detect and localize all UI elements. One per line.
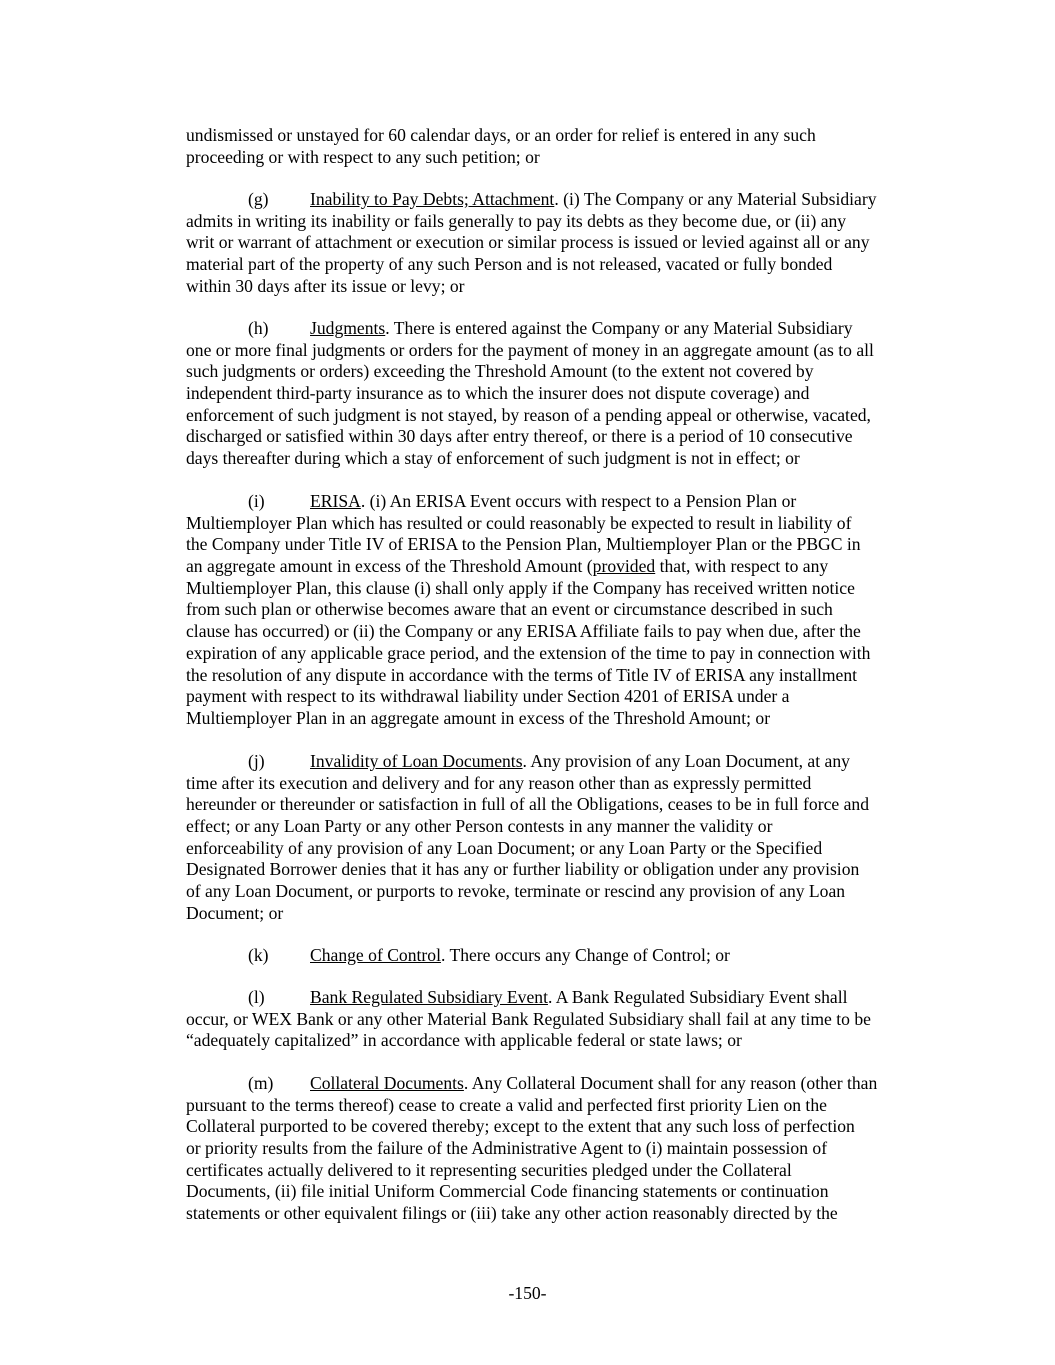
paragraph-i xyxy=(186,491,946,730)
clause-number: (m) xyxy=(248,1073,274,1093)
clause-text: . There is entered against the Company or any Material Subsidiary xyxy=(385,318,853,338)
clause-number: (h) xyxy=(248,318,269,338)
clause-text: . Any Collateral Document shall for any reason (other than xyxy=(463,1073,878,1093)
page-number: -150- xyxy=(508,1283,547,1303)
paragraph-j xyxy=(186,751,946,925)
text-line: undismissed or unstayed for 60 calendar days, or an order for relief is entered in any such xyxy=(186,125,816,145)
paragraph-l xyxy=(186,987,946,1052)
clause-text: . (i) The Company or any Material Subsidiary xyxy=(554,189,877,209)
clause-heading: Change of Control xyxy=(310,945,441,965)
text-segment: that, with respect to any xyxy=(655,556,829,577)
text-line: effect; or any Loan Party or any other Person contests in any manner the validity or xyxy=(186,816,773,837)
text-line: statements or other equivalent filings or (iii) take any other action reasonably directed by the xyxy=(186,1203,838,1224)
text-line: of any Loan Document, or purports to revoke, terminate or rescind any provision of any Loan xyxy=(186,881,846,902)
clause-heading: Bank Regulated Subsidiary Event xyxy=(310,987,548,1007)
paragraph-g xyxy=(186,189,946,297)
text-line: clause has occurred) or (ii) the Company or any ERISA Affiliate fails to pay when due, after the xyxy=(186,621,861,642)
text-line: independent third-party insurance as to which the insurer does not dispute coverage) and xyxy=(186,383,810,404)
clause-text: . (i) An ERISA Event occurs with respect to a Pension Plan or xyxy=(360,491,797,511)
text-line: Multiemployer Plan which has resulted or could reasonably be expected to result in liability of xyxy=(186,512,852,533)
text-line: within 30 days after its issue or levy; or xyxy=(186,275,465,296)
clause-heading: Inability to Pay Debts; Attachment xyxy=(310,189,555,209)
clause-number: (j) xyxy=(248,751,265,771)
text-segment: an aggregate amount in excess of the Threshold Amount ( xyxy=(186,556,593,577)
text-line: material part of the property of any such Person and is not released, vacated or fully bonded xyxy=(186,254,833,275)
clause-number: (l) xyxy=(248,987,265,1007)
text-line: occur, or WEX Bank or any other Material Bank Regulated Subsidiary shall fail at any time to be xyxy=(186,1008,871,1029)
text-line: “adequately capitalized” in accordance with applicable federal or state laws; or xyxy=(186,1030,742,1051)
text-line: discharged or satisfied within 30 days after entry thereof, or there is a period of 10 consecutive xyxy=(186,426,853,447)
text-line: from such plan or otherwise becomes aware that an event or circumstance described in such xyxy=(186,599,833,620)
clause-heading: Collateral Documents xyxy=(310,1073,464,1093)
text-line: the resolution of any dispute in accordance with the terms of Title IV of ERISA any installment xyxy=(186,664,858,685)
text-line: days thereafter during which a stay of enforcement of such judgment is not in effect; or xyxy=(186,448,800,469)
text-line: enforcement of such judgment is not stayed, by reason of a pending appeal or otherwise, vacated, xyxy=(186,404,871,425)
text-line: Documents, (ii) file initial Uniform Commercial Code financing statements or continuation xyxy=(186,1181,829,1202)
text-line: hereunder or thereunder or satisfaction in full of all the Obligations, ceases to be in full force and xyxy=(186,794,869,815)
paragraph-intro xyxy=(186,125,946,168)
text-line: admits in writing its inability or fails generally to pay its debts as they become due, or (ii) any xyxy=(186,210,847,231)
text-line: or priority results from the failure of the Administrative Agent to (i) maintain possession of xyxy=(186,1138,828,1159)
clause-number: (g) xyxy=(248,189,269,209)
clause-heading: Invalidity of Loan Documents xyxy=(310,751,523,771)
text-line: such judgments or orders) exceeding the Threshold Amount (to the extent not covered by xyxy=(186,361,814,382)
clause-text: . There occurs any Change of Control; or xyxy=(440,945,730,965)
paragraph-k xyxy=(186,945,946,967)
text-line: payment with respect to its withdrawal liability under Section 4201 of ERISA under a xyxy=(186,686,790,707)
clause-text: . A Bank Regulated Subsidiary Event shall xyxy=(547,987,848,1007)
text-line: pursuant to the terms thereof) cease to create a valid and perfected first priority Lien on the xyxy=(186,1094,827,1115)
text-line: Designated Borrower denies that it has any or further liability or obligation under any provision xyxy=(186,859,860,880)
text-line: time after its execution and delivery and for any reason other than as expressly permitted xyxy=(186,772,812,793)
clause-heading: ERISA xyxy=(310,491,361,511)
paragraph-m xyxy=(186,1073,946,1225)
text-line: proceeding or with respect to any such petition; or xyxy=(186,146,540,167)
paragraph-h xyxy=(186,318,946,470)
text-line: enforceability of any provision of any Loan Document; or any Loan Party or the Specified xyxy=(186,837,823,858)
text-line: Multiemployer Plan, this clause (i) shall only apply if the Company has received written notice xyxy=(186,577,855,598)
text-line: Document; or xyxy=(186,902,284,923)
text-line: the Company under Title IV of ERISA to the Pension Plan, Multiemployer Plan or the PBGC in xyxy=(186,534,861,555)
text-line: expiration of any applicable grace period, and the extension of the time to pay in connection with xyxy=(186,642,871,663)
text-line: Collateral purported to be covered thereby; except to the extent that any such loss of perfection xyxy=(186,1116,855,1137)
clause-heading: Judgments xyxy=(310,318,386,338)
clause-number: (k) xyxy=(248,945,269,965)
text-line: one or more final judgments or orders for the payment of money in an aggregate amount (as to all xyxy=(186,339,874,360)
text-line: Multiemployer Plan in an aggregate amount in excess of the Threshold Amount; or xyxy=(186,707,771,728)
clause-number: (i) xyxy=(248,491,265,511)
text-line: certificates actually delivered to it representing securities pledged under the Collateral xyxy=(186,1159,792,1180)
text-line: writ or warrant of attachment or execution or similar process is issued or levied against all or any xyxy=(186,232,870,253)
clause-text: . Any provision of any Loan Document, at any xyxy=(522,751,850,771)
provided-term: provided xyxy=(592,556,656,577)
